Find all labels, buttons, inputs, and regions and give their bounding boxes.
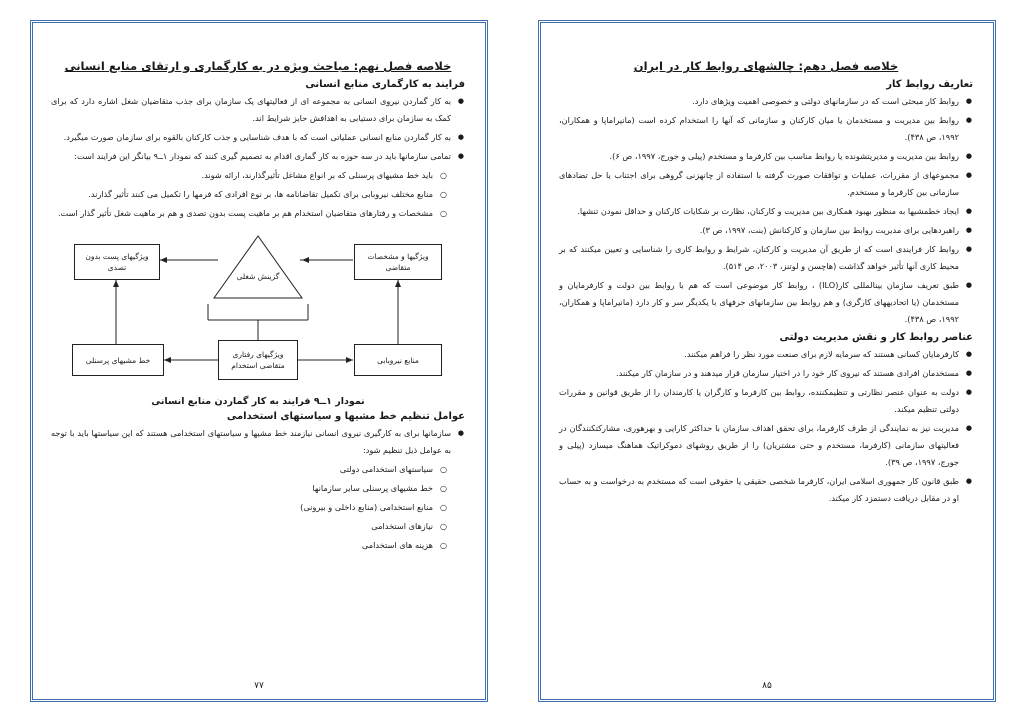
list-item: ● طبق قانون کار جمهوری اسلامی ایران، کارفرما شخصی حقیقی یا حقوقی است که مستخدم به درخواست و به حساب او در مقابل دریافت دستمزد کار میکند. bbox=[559, 473, 959, 507]
vacant-position-box: ویژگیهای پست بدون تصدی bbox=[74, 244, 160, 280]
list-item: ● تمامی سازمانها باید در سه حوزه به کار گماری اقدام به تصمیم گیری کنند که نمودار ۱ــ۹ بیانگر این فرایند است: bbox=[51, 148, 451, 165]
list-item: ● ایجاد خطمشیها به منظور بهبود همکاری بین مدیریت و کارکنان، نظارت بر شکایات کارکنان و حداقل نمودن تنشها. bbox=[559, 203, 959, 220]
page-number: ۸۵ bbox=[762, 681, 772, 691]
list-item: ● راهبردهایی برای مدیریت روابط بین سازمان و کارکنانش (بنت، ۱۹۹۷، ص ۳). bbox=[559, 222, 959, 239]
sub-list-item: ○ منابع مختلف نیروبابی برای تکمیل تقاضانامه ها، بر نوع افرادی که فرمها را تکمیل می کنند تأثیر گذارند. bbox=[51, 186, 433, 203]
list-item: ● روابط کار فرایندی است که از طریق آن مدیریت و کارکنان، شرایط و روابط کاری را شناسایی و تعیین میکنند که بر محیط کاری آنها تأثیر خواهد گذاشت (هاچسن و لوتنز، ۲۰۰۳، ص ۵۱۴). bbox=[559, 241, 959, 275]
list-item: ● روابط بین مدیریت و مستخدمان یا میان کارکنان و سازمانی که آنها را استخدام کرده است (مانیراماپا و همکاران، ۱۹۹۲، ص ۴۳۸). bbox=[559, 112, 959, 146]
sub-list-item: ○ هزینه های استخدامی bbox=[51, 537, 433, 554]
right-heading-elements: عناصر روابط کار و نقش مدیریت دولتی bbox=[779, 332, 973, 343]
sub-list-item: ○ خط مشیهای پرسنلی سایر سازمانها bbox=[51, 480, 433, 497]
list-item: ● مستخدمان افرادی هستند که نیروی کار خود را در اختیار سازمان قرار میدهند و در سازمان کار میکنند. bbox=[559, 365, 959, 382]
left-page bbox=[30, 20, 488, 702]
list-item: ● سازمانها برای به کارگیری نیروی انسانی نیازمند خط مشیها و سیاستهای استخدامی هستند که این سیاستها باید با توجه به عوامل ذیل تنظیم شود: bbox=[51, 425, 451, 459]
recruitment-sources-box: منابع نیروبابی bbox=[354, 344, 442, 376]
diagram-caption: نمودار ۱ــ۹ فرایند به کار گماردن منابع انسانی bbox=[151, 396, 365, 407]
left-heading-process: فرایند به کارگماری منابع انسانی bbox=[305, 79, 465, 90]
right-page bbox=[538, 20, 996, 702]
list-item: ● به کار گماردن نیروی انسانی به مجموعه ای از فعالیتهای یک سازمان برای جذب متقاضیان شغل اشاره دارد که برای کمک به سازمان برای دستیابی به اهدافش حایز شرایط اند. bbox=[51, 93, 451, 127]
list-item: ● طبق تعریف سازمان بینالمللی کار(ILO) ، روابط کار موضوعی است که هم با روابط بین دولت و کارفرمایان و مستخدمان (یا اتحادیههای کارگری) و هم روابط بین سازمانهای حرفهای با یکدیگر سر و کار دارد (مانیراماپا و همکاران، ۱۹۹۲، ص ۴۳۸). bbox=[559, 277, 959, 328]
list-item: ● روابط بین مدیریت و مدیریتشونده یا روابط مناسب بین کارفرما و مستخدم (پیلی و جورج، ۱۹۹۷، ص ۶). bbox=[559, 148, 959, 165]
right-bullet-list-2 bbox=[559, 346, 973, 507]
sub-list-item: ○ باید خط مشیهای پرسنلی که بر انواع مشاغل تأثیرگذارند، ارائه شوند. bbox=[51, 167, 433, 184]
triangle-label: گزینش شغلی bbox=[236, 272, 280, 281]
staffing-process-diagram bbox=[68, 232, 448, 392]
list-item: ● مدیریت نیز به نمایندگی از طرف کارفرما، برای تحقق اهداف سازمان با حداکثر کارایی و بهرهوری، مشارکتکنندگان در فعالیتهای سازمانی (کارفرما، مستخدم و حتی مشتریان) را از طریق روشهای دموکراتیک هماهنگ میسازد (پیلی و جورج، ۱۹۹۷، ص ۳۹). bbox=[559, 420, 959, 471]
left-bullet-list bbox=[51, 93, 465, 222]
list-item: ● مجموعهای از مقررات، عملیات و توافقات صورت گرفته با استفاده از چانهزنی گروهی برای اجتناب یا حل تضادهای سازمانی بین کارفرما و مستخدم. bbox=[559, 167, 959, 201]
list-item: ● روابط کار مبحثی است که در سازمانهای دولتی و خصوصی اهمیت ویژهای دارد. bbox=[559, 93, 959, 110]
page-number: ۷۷ bbox=[254, 681, 264, 691]
sub-list-item: ○ سیاستهای استخدامی دولتی bbox=[51, 461, 433, 478]
sub-list-item: ○ مشخصات و رفتارهای متقاضیان استخدام هم بر ماهیت پست بدون تصدی و هم بر ماهیت شغل تأثیر گذار است. bbox=[51, 205, 433, 222]
applicant-specs-box: ویژگیها و مشخصات متقاضی bbox=[354, 244, 442, 280]
list-item: ● به کار گماردن منابع انسانی عملیاتی است که با هدف شناسایی و جذب کارکنان بالقوه برای سازمان صورت میگیرد. bbox=[51, 129, 451, 146]
right-bullet-list bbox=[559, 93, 973, 328]
right-heading-definitions: تعاریف روابط کار bbox=[886, 79, 973, 90]
personnel-policies-box: خط مشیهای پرسنلی bbox=[72, 344, 164, 376]
applicant-behavior-box: ویژگیهای رفتاری متقاضی استخدام bbox=[218, 340, 298, 380]
sub-list-item: ○ نیازهای استخدامی bbox=[51, 518, 433, 535]
sub-list-item: ○ منابع استخدامی (منابع داخلی و بیرونی) bbox=[51, 499, 433, 516]
right-page-title: خلاصه فصل دهم: چالشهای روابط کار در ایران bbox=[633, 59, 899, 73]
left-heading-policies: عوامل تنظیم خط مشیها و سیاستهای استخدامی bbox=[226, 411, 465, 422]
list-item: ● کارفرمایان کسانی هستند که سرمایه لازم برای صنعت مورد نظر را فراهم میکنند. bbox=[559, 346, 959, 363]
left-page-title: خلاصه فصل نهم: مباحث ویژه در به کارگماری و ارتقای منابع انسانی bbox=[64, 59, 452, 73]
left-bullet-list-2 bbox=[51, 425, 465, 554]
list-item: ● دولت به عنوان عنصر نظارتی و تنظیمکننده، روابط بین کارفرما و کارگران یا کارمندان را از طریق قوانین و مقررات دولتی تنظیم میکند. bbox=[559, 384, 959, 418]
job-selection-triangle bbox=[214, 236, 302, 298]
